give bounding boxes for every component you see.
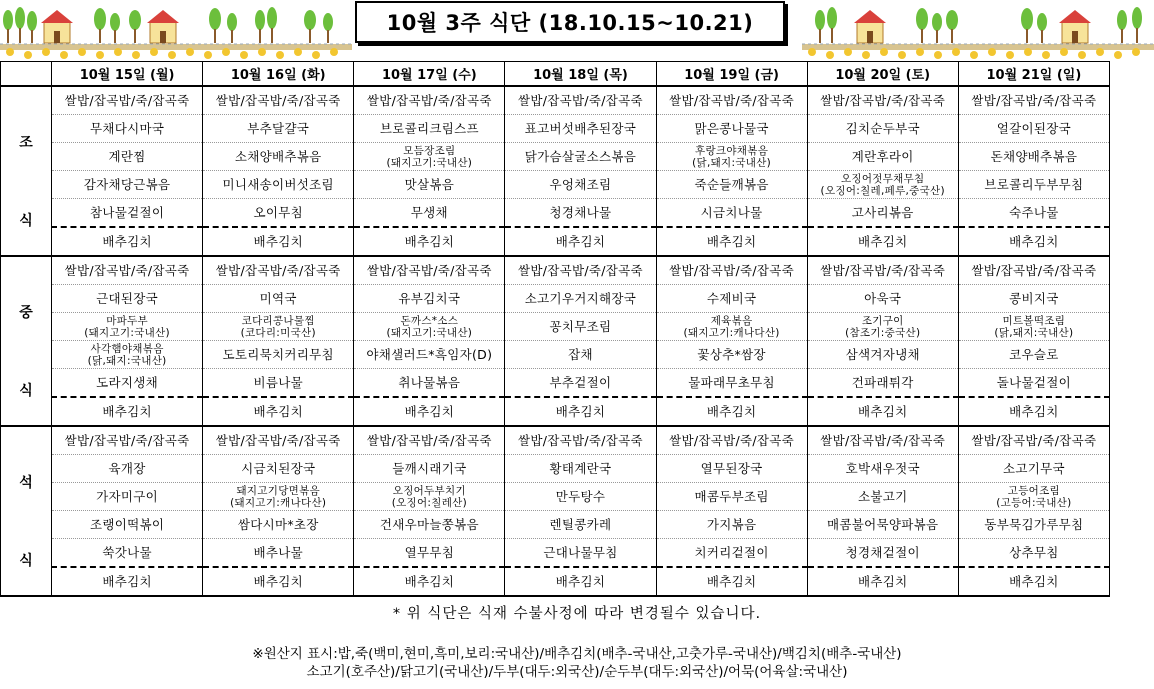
menu-item: 표고버섯배추된장국 (505, 115, 656, 143)
menu-item: 배추김치 (807, 227, 958, 256)
menu-item: 배추김치 (958, 567, 1109, 596)
menu-item: 쌀밥/잡곡밥/죽/잡곡죽 (807, 426, 958, 455)
menu-item: 육개장 (52, 455, 203, 483)
menu-item: 배추김치 (354, 397, 505, 426)
menu-item: 쌀밥/잡곡밥/죽/잡곡죽 (52, 86, 203, 115)
menu-item: 삼색겨자냉채 (807, 341, 958, 369)
menu-item: 상추무침 (958, 539, 1109, 568)
menu-item: 배추김치 (354, 567, 505, 596)
menu-item: 꽃상추*쌈장 (656, 341, 807, 369)
page-title: 10월 3주 식단 (18.10.15~10.21) (355, 1, 785, 43)
meal-label-cell (1, 426, 52, 596)
day-header: 10월 15일 (월) (52, 62, 203, 87)
meal-row (1, 143, 1110, 171)
day-header: 10월 20일 (토) (807, 62, 958, 87)
menu-item: 쌀밥/잡곡밥/죽/잡곡죽 (354, 86, 505, 115)
menu-item: 마파두부 (돼지고기:국내산) (52, 313, 203, 341)
meal-row (1, 511, 1110, 539)
menu-item: 쌀밥/잡곡밥/죽/잡곡죽 (203, 256, 354, 285)
menu-item: 배추김치 (52, 227, 203, 256)
menu-item: 미니새송이버섯조림 (203, 171, 354, 199)
meal-row (1, 483, 1110, 511)
menu-item: 야채샐러드*흑임자(D) (354, 341, 505, 369)
menu-item: 쌀밥/잡곡밥/죽/잡곡죽 (505, 426, 656, 455)
menu-item: 열무된장국 (656, 455, 807, 483)
menu-item: 취나물볶음 (354, 369, 505, 398)
menu-item: 쌀밥/잡곡밥/죽/잡곡죽 (354, 426, 505, 455)
menu-item: 소고기무국 (958, 455, 1109, 483)
menu-item: 청경채나물 (505, 199, 656, 228)
menu-item: 배추김치 (203, 397, 354, 426)
menu-item: 쌀밥/잡곡밥/죽/잡곡죽 (656, 426, 807, 455)
menu-item: 쌀밥/잡곡밥/죽/잡곡죽 (958, 86, 1109, 115)
menu-item: 맛살볶음 (354, 171, 505, 199)
meal-row (1, 115, 1110, 143)
menu-item: 무생채 (354, 199, 505, 228)
menu-item: 쌀밥/잡곡밥/죽/잡곡죽 (807, 256, 958, 285)
menu-item: 배추김치 (203, 567, 354, 596)
menu-item: 치커리겉절이 (656, 539, 807, 568)
menu-item: 쌀밥/잡곡밥/죽/잡곡죽 (656, 86, 807, 115)
menu-item: 쌀밥/잡곡밥/죽/잡곡죽 (807, 86, 958, 115)
meal-label-bottom: 식 (19, 383, 33, 399)
menu-item: 쌀밥/잡곡밥/죽/잡곡죽 (958, 256, 1109, 285)
meal-row (1, 199, 1110, 228)
menu-item: 쌀밥/잡곡밥/죽/잡곡죽 (354, 256, 505, 285)
menu-table (0, 61, 1110, 597)
menu-item: 유부김치국 (354, 285, 505, 313)
meal-label-bottom: 식 (19, 553, 33, 569)
menu-item: 닭가슴살굴소스볶음 (505, 143, 656, 171)
menu-item: 가자미구이 (52, 483, 203, 511)
meal-row (1, 397, 1110, 426)
menu-item: 배추김치 (958, 227, 1109, 256)
menu-item: 아욱국 (807, 285, 958, 313)
menu-item: 수제비국 (656, 285, 807, 313)
meal-row (1, 86, 1110, 115)
menu-item: 쌀밥/잡곡밥/죽/잡곡죽 (52, 426, 203, 455)
menu-item: 참나물겉절이 (52, 199, 203, 228)
menu-item: 배추김치 (807, 567, 958, 596)
origin-notice (0, 645, 1154, 681)
menu-item: 돈채양배추볶음 (958, 143, 1109, 171)
menu-item: 브로콜리두부무침 (958, 171, 1109, 199)
menu-item: 배추김치 (505, 227, 656, 256)
day-header: 10월 17일 (수) (354, 62, 505, 87)
meal-row (1, 567, 1110, 596)
menu-item: 얼갈이된장국 (958, 115, 1109, 143)
menu-item: 후랑크야채볶음 (닭,돼지:국내산) (656, 143, 807, 171)
menu-item: 건파래튀각 (807, 369, 958, 398)
menu-item: 만두탕수 (505, 483, 656, 511)
menu-item: 쌀밥/잡곡밥/죽/잡곡죽 (203, 426, 354, 455)
menu-item: 소불고기 (807, 483, 958, 511)
day-header: 10월 19일 (금) (656, 62, 807, 87)
menu-item: 열무무침 (354, 539, 505, 568)
menu-item: 사각햄야채볶음 (닭,돼지:국내산) (52, 341, 203, 369)
menu-item: 렌틸콩카레 (505, 511, 656, 539)
menu-item: 쌀밥/잡곡밥/죽/잡곡죽 (505, 86, 656, 115)
menu-item: 쌀밥/잡곡밥/죽/잡곡죽 (203, 86, 354, 115)
menu-item: 계란후라이 (807, 143, 958, 171)
village-illustration-right (802, 7, 1154, 59)
menu-item: 배추김치 (807, 397, 958, 426)
menu-item: 배추김치 (656, 227, 807, 256)
menu-item: 비름나물 (203, 369, 354, 398)
meal-label-top: 조 (19, 135, 33, 151)
menu-item: 소채양배추볶음 (203, 143, 354, 171)
menu-item: 돌나물겉절이 (958, 369, 1109, 398)
meal-row (1, 426, 1110, 455)
meal-row (1, 285, 1110, 313)
menu-body (1, 86, 1110, 596)
meal-row (1, 539, 1110, 568)
header-row (1, 62, 1110, 87)
menu-item: 무채다시마국 (52, 115, 203, 143)
menu-item: 매콤두부조림 (656, 483, 807, 511)
menu-item: 도토리묵치커리무침 (203, 341, 354, 369)
day-header: 10월 16일 (화) (203, 62, 354, 87)
corner-cell (1, 62, 52, 87)
menu-item: 근대된장국 (52, 285, 203, 313)
menu-item: 오이무침 (203, 199, 354, 228)
menu-item: 오징어젓무채무침 (오징어:칠레,페루,중국산) (807, 171, 958, 199)
menu-item: 쌀밥/잡곡밥/죽/잡곡죽 (656, 256, 807, 285)
menu-item: 돼지고기당면볶음 (돼지고기:캐나다산) (203, 483, 354, 511)
menu-item: 시금치된장국 (203, 455, 354, 483)
menu-item: 계란찜 (52, 143, 203, 171)
menu-item: 우엉채조림 (505, 171, 656, 199)
menu-item: 미역국 (203, 285, 354, 313)
menu-item: 건새우마늘쫑볶음 (354, 511, 505, 539)
change-notice: * 위 식단은 식재 수불사정에 따라 변경될수 있습니다. (392, 606, 762, 622)
meal-row (1, 256, 1110, 285)
menu-item: 배추김치 (203, 227, 354, 256)
meal-label-cell (1, 86, 52, 256)
menu-item: 배추김치 (52, 397, 203, 426)
menu-item: 청경채겉절이 (807, 539, 958, 568)
meal-row (1, 227, 1110, 256)
day-header: 10월 21일 (일) (958, 62, 1109, 87)
menu-item: 매콤불어묵양파볶음 (807, 511, 958, 539)
menu-item: 배추김치 (52, 567, 203, 596)
menu-item: 쌀밥/잡곡밥/죽/잡곡죽 (958, 426, 1109, 455)
menu-item: 브로콜리크림스프 (354, 115, 505, 143)
menu-item: 물파래무초무침 (656, 369, 807, 398)
menu-item: 맑은콩나물국 (656, 115, 807, 143)
menu-item: 돈까스*소스 (돼지고기:국내산) (354, 313, 505, 341)
meal-label-cell (1, 256, 52, 426)
menu-item: 호박새우젓국 (807, 455, 958, 483)
menu-item: 배추김치 (505, 567, 656, 596)
menu-item: 부추겉절이 (505, 369, 656, 398)
menu-item: 조기구이 (참조기:중국산) (807, 313, 958, 341)
meal-row (1, 313, 1110, 341)
menu-item: 오징어두부치기 (오징어:칠레산) (354, 483, 505, 511)
village-illustration-left (0, 7, 352, 59)
menu-item: 쌈다시마*초장 (203, 511, 354, 539)
menu-item: 김치순두부국 (807, 115, 958, 143)
meal-row (1, 171, 1110, 199)
menu-item: 배추김치 (656, 567, 807, 596)
meal-label-top: 석 (19, 475, 33, 491)
origin-line: ※원산지 표시:밥,죽(백미,현미,흑미,보리:국내산)/배추김치(배추-국내산,고춧가루-국내산)/백김치(배추-국내산) (252, 646, 902, 662)
menu-item: 콩비지국 (958, 285, 1109, 313)
menu-item: 들깨시래기국 (354, 455, 505, 483)
menu-item: 코다리콩나물찜 (코다리:미국산) (203, 313, 354, 341)
menu-item: 고등어조림 (고등어:국내산) (958, 483, 1109, 511)
menu-item: 죽순들깨볶음 (656, 171, 807, 199)
menu-item: 꽁치무조림 (505, 313, 656, 341)
menu-item: 코우슬로 (958, 341, 1109, 369)
menu-item: 제육볶음 (돼지고기:캐나다산) (656, 313, 807, 341)
menu-item: 미트볼떡조림 (닭,돼지:국내산) (958, 313, 1109, 341)
meal-row (1, 369, 1110, 398)
menu-item: 모듬장조림 (돼지고기:국내산) (354, 143, 505, 171)
menu-item: 고사리볶음 (807, 199, 958, 228)
menu-item: 감자채당근볶음 (52, 171, 203, 199)
origin-line: 소고기(호주산)/닭고기(국내산)/두부(대두:외국산)/순두부(대두:외국산)/어묵(어육살:국내산) (306, 664, 848, 680)
menu-item: 배추김치 (505, 397, 656, 426)
meal-label-top: 중 (19, 305, 33, 321)
menu-item: 근대나물무침 (505, 539, 656, 568)
menu-item: 도라지생채 (52, 369, 203, 398)
menu-item: 쌀밥/잡곡밥/죽/잡곡죽 (52, 256, 203, 285)
menu-item: 쌀밥/잡곡밥/죽/잡곡죽 (505, 256, 656, 285)
menu-item: 시금치나물 (656, 199, 807, 228)
menu-item: 부추달걀국 (203, 115, 354, 143)
menu-item: 소고기우거지해장국 (505, 285, 656, 313)
menu-item: 황태계란국 (505, 455, 656, 483)
day-header: 10월 18일 (목) (505, 62, 656, 87)
meal-label-bottom: 식 (19, 213, 33, 229)
meal-row (1, 341, 1110, 369)
menu-item: 숙주나물 (958, 199, 1109, 228)
menu-item: 배추김치 (354, 227, 505, 256)
menu-item: 배추나물 (203, 539, 354, 568)
menu-item: 쑥갓나물 (52, 539, 203, 568)
meal-row (1, 455, 1110, 483)
menu-item: 잡채 (505, 341, 656, 369)
menu-item: 배추김치 (958, 397, 1109, 426)
menu-item: 배추김치 (656, 397, 807, 426)
menu-item: 조랭이떡볶이 (52, 511, 203, 539)
menu-item: 동부묵김가루무침 (958, 511, 1109, 539)
menu-item: 가지볶음 (656, 511, 807, 539)
